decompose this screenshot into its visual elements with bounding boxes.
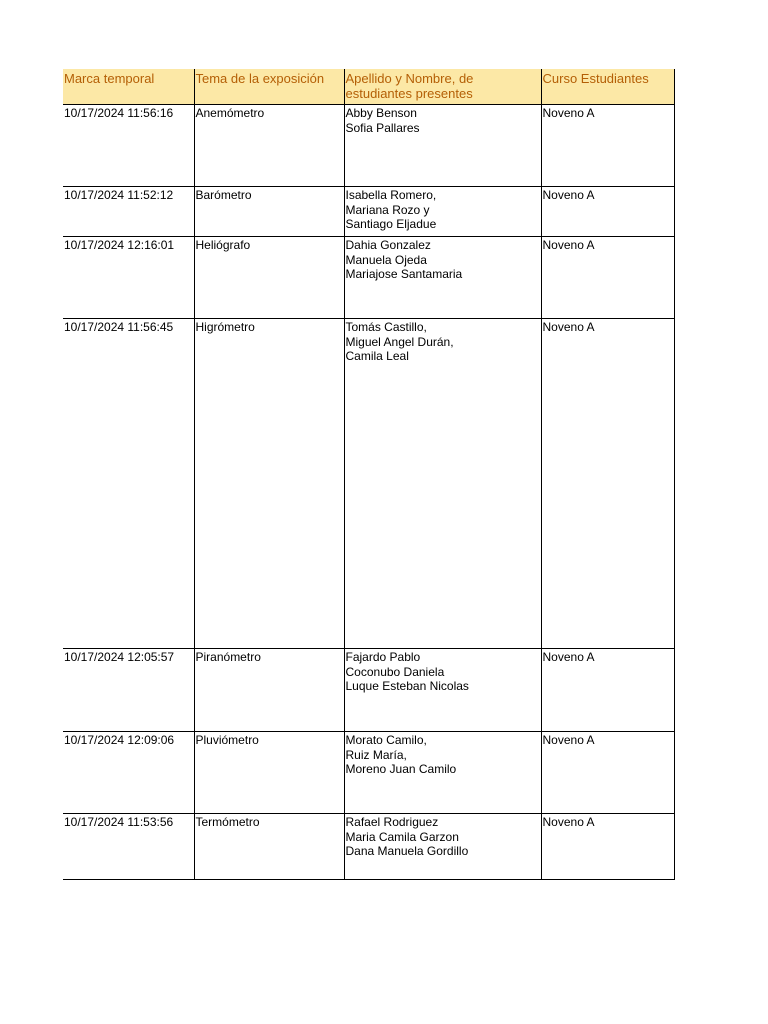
cell-course: Noveno A [541,105,674,187]
header-timestamp: Marca temporal [63,69,194,105]
cell-students [344,319,541,649]
student-name: Maria Camila Garzon [345,829,459,844]
header-topic: Tema de la exposición [194,69,344,105]
table-row [63,814,674,880]
cell-topic: Anemómetro [194,105,344,187]
student-name: Tomás Castillo, [345,320,427,334]
cell-topic: Barómetro [194,187,344,237]
table-row [63,105,674,187]
student-name: Manuela Ojeda [345,252,427,267]
student-name: Luque Esteban Nicolas [345,679,469,693]
student-name: Camila Leal [345,349,409,363]
student-name: Santiago Eljadue [345,217,437,231]
table-row [63,732,674,814]
cell-course: Noveno A [541,187,674,237]
student-name: Sofia Pallares [345,120,420,135]
student-name: Ruiz María, [345,747,407,762]
cell-students [344,187,541,237]
cell-students [344,814,541,880]
student-name: Fajardo Pablo [345,650,421,664]
cell-timestamp: 10/17/2024 11:52:12 [63,187,194,237]
cell-course: Noveno A [541,649,674,732]
cell-students [344,649,541,732]
cell-course: Noveno A [541,319,674,649]
cell-course: Noveno A [541,237,674,319]
cell-timestamp: 10/17/2024 12:16:01 [63,237,194,319]
student-name: Rafael Rodriguez [345,815,439,829]
student-name: Mariajose Santamaria [345,267,463,281]
cell-timestamp: 10/17/2024 11:56:16 [63,105,194,187]
header-row [63,69,674,105]
student-name: Isabella Romero, [345,188,437,202]
cell-topic: Pluviómetro [194,732,344,814]
table-row [63,319,674,649]
cell-topic: Higrómetro [194,319,344,649]
attendance-table [63,69,675,880]
table-header [63,69,674,105]
student-name: Dahia Gonzalez [345,238,431,252]
cell-students [344,237,541,319]
student-name: Dana Manuela Gordillo [345,844,469,858]
student-name: Moreno Juan Camilo [345,762,457,776]
table-row [63,237,674,319]
cell-timestamp: 10/17/2024 12:05:57 [63,649,194,732]
student-name: Morato Camilo, [345,733,427,747]
header-course: Curso Estudiantes [541,69,674,105]
cell-timestamp: 10/17/2024 12:09:06 [63,732,194,814]
student-name: Miguel Angel Durán, [345,334,454,349]
cell-course: Noveno A [541,732,674,814]
table-row [63,187,674,237]
cell-timestamp: 10/17/2024 11:56:45 [63,319,194,649]
cell-students [344,105,541,187]
cell-topic: Termómetro [194,814,344,880]
cell-timestamp: 10/17/2024 11:53:56 [63,814,194,880]
student-name: Mariana Rozo y [345,202,430,217]
header-students: Apellido y Nombre, de estudiantes presentes [344,69,541,105]
cell-topic: Piranómetro [194,649,344,732]
table-row [63,649,674,732]
cell-course: Noveno A [541,814,674,880]
cell-students [344,732,541,814]
student-name: Coconubo Daniela [345,664,445,679]
cell-topic: Heliógrafo [194,237,344,319]
student-name: Abby Benson [345,106,417,120]
table-body [63,105,674,880]
